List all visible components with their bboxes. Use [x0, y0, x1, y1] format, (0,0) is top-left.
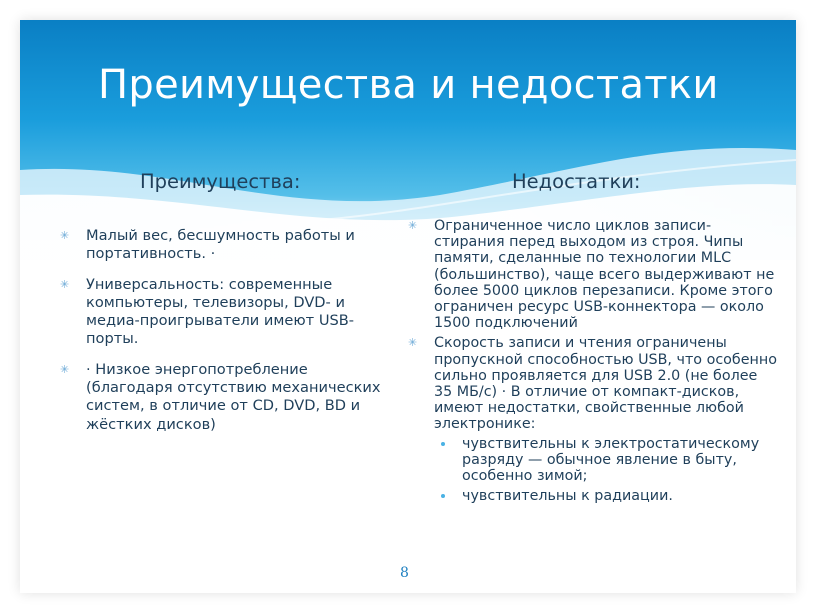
dot-bullet-icon: [441, 494, 445, 498]
sub-list-item: [434, 488, 778, 504]
slide-title: Преимущества и недостатки: [98, 62, 719, 108]
list-item-text: Ограниченное число циклов записи-стирания перед выходом из строя. Чипы памяти, сделанные по технологии MLC (большинство), чаще всего выдерживают не более 5000 циклов перезаписи. Кроме этого ограничен ресурс USB-коннектора — около 1500 подключений: [434, 218, 775, 332]
list-item: [408, 218, 778, 331]
list-item: [60, 227, 390, 264]
list-item-text: Малый вес, бесшумность работы и портативность. ·: [86, 227, 355, 263]
star-bullet-icon: ✳: [60, 277, 70, 291]
star-bullet-icon: ✳: [60, 362, 70, 376]
list-item: [60, 361, 390, 434]
disadvantages-list: [408, 218, 778, 508]
sub-list-item-text: чувствительны к радиации.: [462, 488, 673, 505]
page-number: 8: [400, 565, 409, 581]
star-bullet-icon: ✳: [60, 229, 70, 242]
slide: [20, 20, 796, 593]
disadvantages-heading: Недостатки:: [512, 170, 641, 193]
sub-list-item: [434, 436, 778, 485]
list-item: [408, 335, 778, 504]
sub-list-item-text: чувствительны к электростатическому разряду — обычное явление в быту, особенно зимой;: [462, 435, 760, 485]
disadvantages-sublist: [434, 436, 778, 505]
list-item: [60, 276, 390, 349]
star-bullet-icon: ✳: [408, 336, 418, 350]
list-item-text: Универсальность: современные компьютеры, телевизоры, DVD- и медиа-проигрыватели имеют USB-порты.: [86, 275, 355, 348]
advantages-heading: Преимущества:: [140, 170, 301, 193]
star-bullet-icon: ✳: [408, 219, 418, 232]
dot-bullet-icon: [441, 442, 445, 446]
list-item-text: · Низкое энергопотребление (благодаря отсутствию механических систем, в отличие от CD, DVD, BD и жёстких дисков): [86, 360, 381, 433]
list-item-text: Скорость записи и чтения ограничены пропускной способностью USB, что особенно сильно проявляется для USB 2.0 (не более 35 МБ/с) · В отличие от компакт-дисков, имеют недостатки, свойственные любой электронике:: [434, 335, 777, 433]
advantages-list: [60, 227, 390, 446]
